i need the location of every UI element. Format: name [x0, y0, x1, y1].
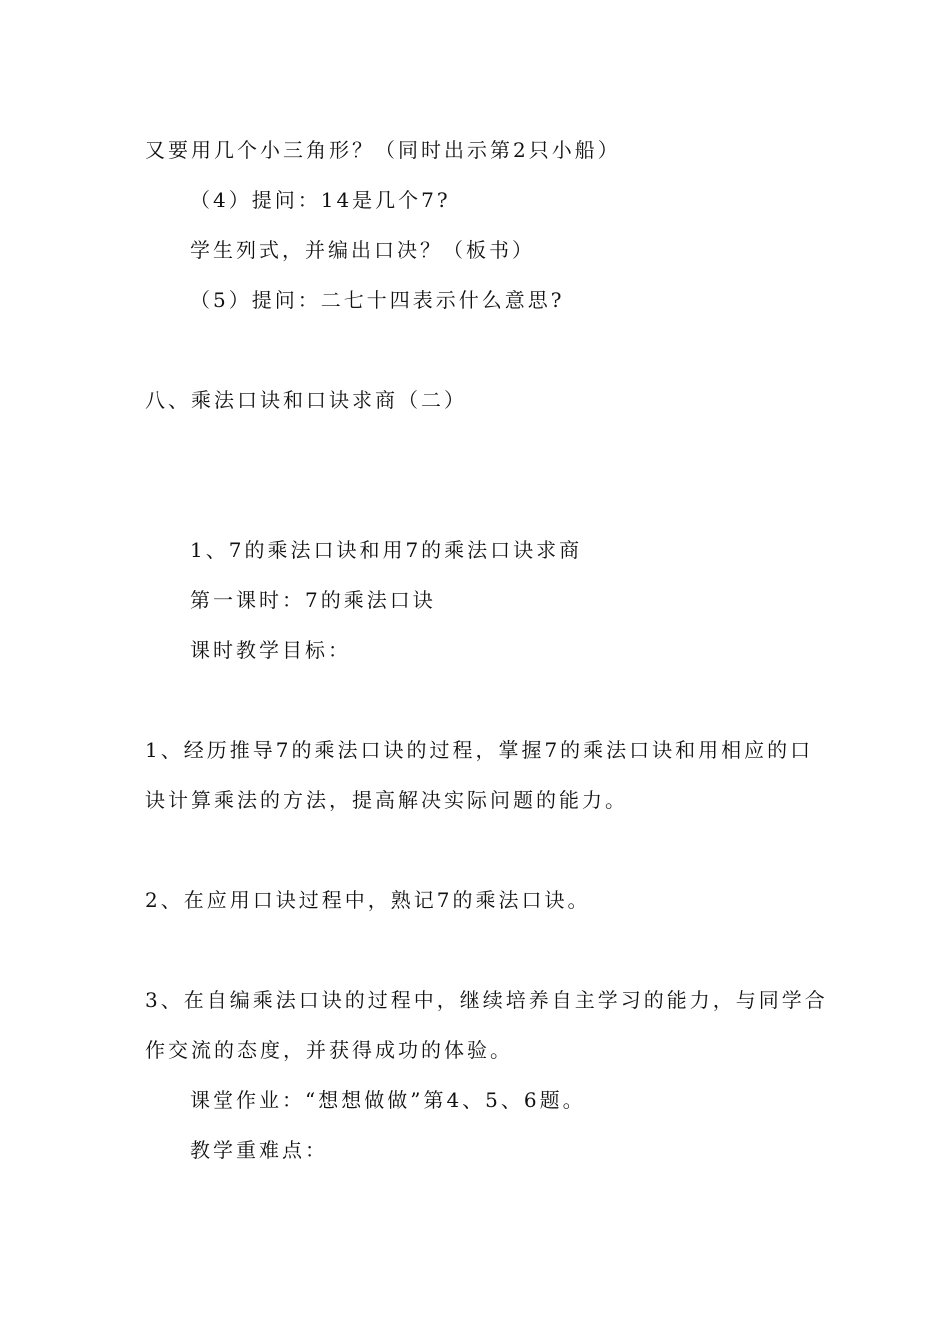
objective-line: 1、经历推导7的乘法口诀的过程，掌握7的乘法口诀和用相应的口: [145, 738, 814, 762]
homework-line: 课堂作业：“想想做做”第4、5、6题。: [190, 1088, 586, 1112]
paragraph-line: 学生列式，并编出口决？（板书）: [190, 238, 535, 262]
paragraph-line: （4）提问：14是几个7?: [190, 188, 451, 212]
lesson-title: 1、7的乘法口诀和用7的乘法口诀求商: [190, 538, 583, 562]
objective-line: 2、在应用口诀过程中，熟记7的乘法口诀。: [145, 888, 591, 912]
objectives-label: 课时教学目标：: [190, 638, 351, 662]
objective-line: 3、在自编乘法口诀的过程中，继续培养自主学习的能力，与同学合: [145, 988, 828, 1012]
objective-line: 作交流的态度，并获得成功的体验。: [145, 1038, 513, 1062]
objective-line: 诀计算乘法的方法，提高解决实际问题的能力。: [145, 788, 628, 812]
section-heading: 八、乘法口诀和口诀求商（二）: [145, 388, 467, 412]
paragraph-line: 又要用几个小三角形？（同时出示第2只小船）: [145, 138, 621, 162]
key-points-label: 教学重难点：: [190, 1138, 328, 1162]
lesson-subtitle: 第一课时：7的乘法口诀: [190, 588, 436, 612]
paragraph-line: （5）提问：二七十四表示什么意思?: [190, 288, 565, 312]
